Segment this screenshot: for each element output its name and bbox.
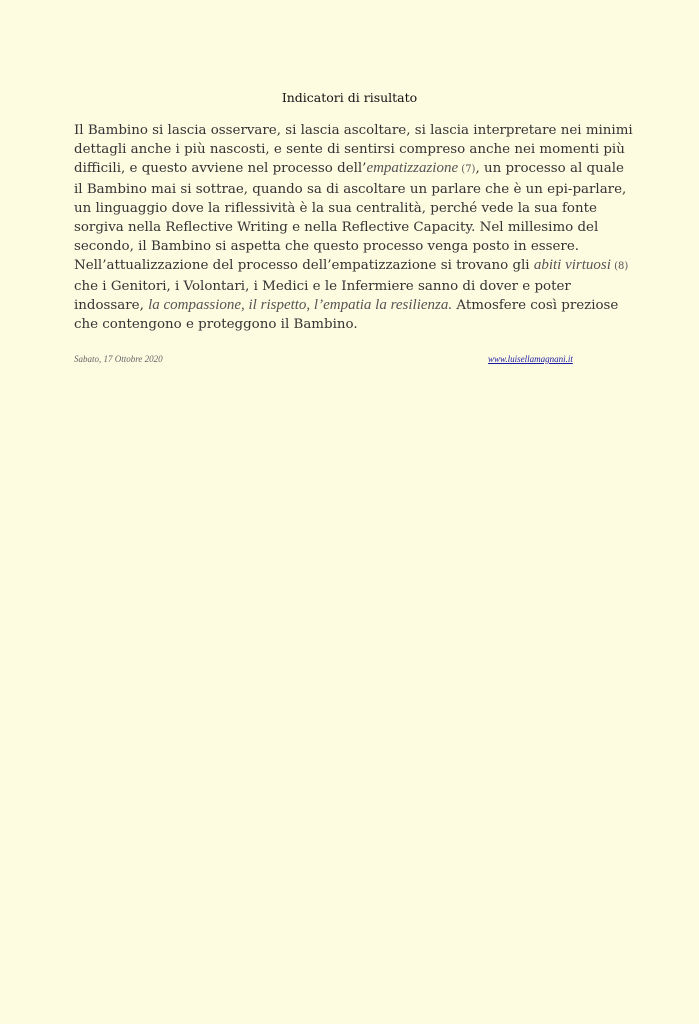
paragraph-text-4: Atmosfere così preziose che contengono e proteggono il Bambino. — [74, 297, 619, 333]
term-empatizzazione: empatizzazione — [366, 160, 459, 177]
paragraph-text-2: , un processo al quale il Bambino mai si sottrae, quando sa di ascoltare un parlare che è un epi-parlare, un linguaggio dove la riflessività è la sua centralità, perché vede la sua fonte sorgiva nella Reflective Writing e nella Reflective Capacity. Nel millesimo del secondo, il Bambino si aspetta che questo processo venga posto in essere. Nell’attualizzazione del processo dell’empatizzazione si trovano gli — [74, 161, 627, 274]
term-virtues-list: la compassione, il rispetto, l’empatia la resilienza. — [148, 296, 453, 313]
footer-website-link[interactable]: www.luisellamagnani.it — [488, 354, 573, 364]
page-title: Indicatori di risultato — [281, 90, 418, 105]
reference-note-8: (8) — [610, 261, 629, 273]
paragraph-text-1: Il Bambino si lascia osservare, si lascia ascoltare, si lascia interpretare nei minimi dettagli anche i più nascosti, e sente di sentirsi compreso anche nei momenti più difficili, e questo avviene nel processo dell’ — [74, 123, 633, 177]
term-abiti-virtuosi: abiti virtuosi — [533, 257, 611, 274]
footer-date: Sabato, 17 Ottobre 2020 — [74, 354, 163, 364]
body-paragraph — [74, 121, 634, 334]
reference-note-7: (7) — [458, 164, 476, 176]
paragraph-text-3: che i Genitori, i Volontari, i Medici e le Infermiere sanno di dover e poter indossare, — [74, 278, 571, 313]
